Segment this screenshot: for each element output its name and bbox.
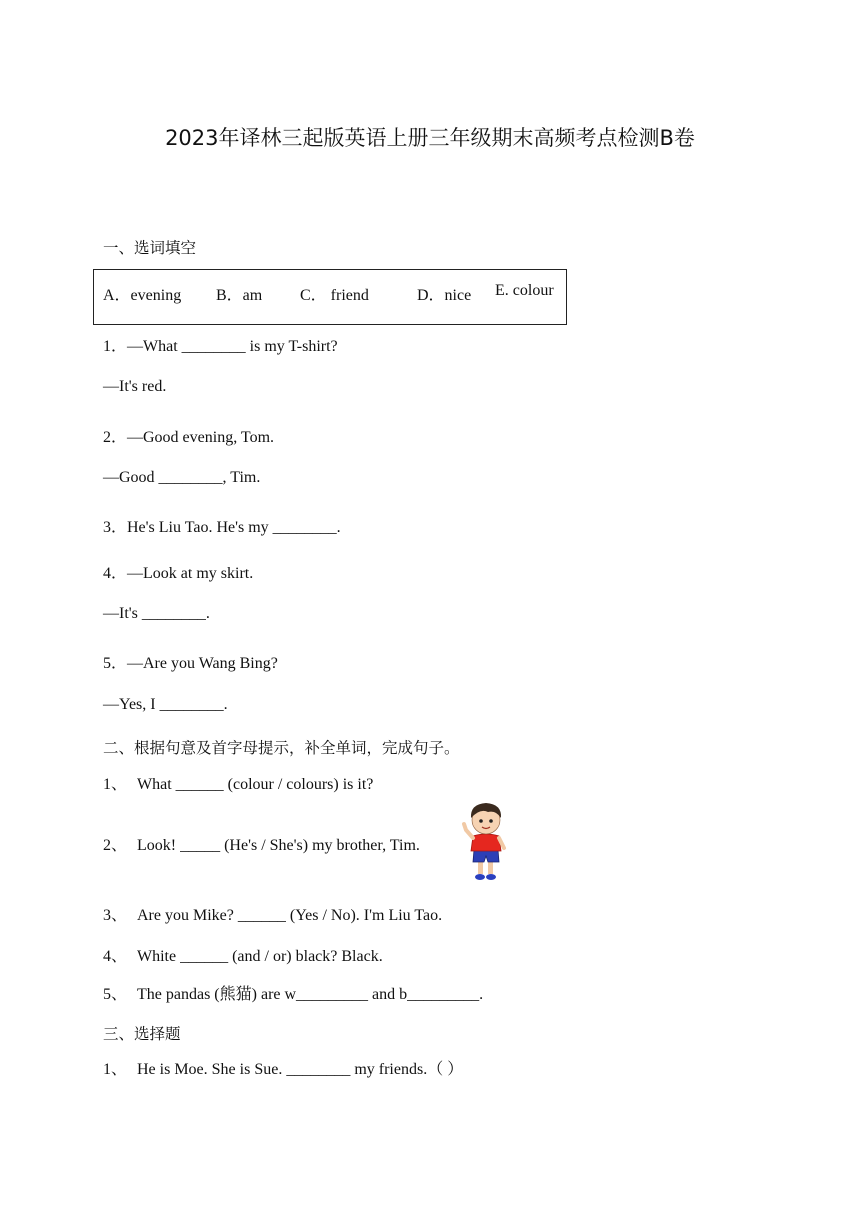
answer-line: —Good ________, Tim.: [103, 469, 261, 486]
item-text: Are you Mike? ______ (Yes / No). I'm Liu Tao.: [137, 907, 443, 924]
item-text: Look! _____ (He's / She's) my brother, Tim.: [137, 837, 420, 854]
word-option-c: C． friend: [300, 287, 369, 304]
item-text: He is Moe. She is Sue. ________ my friends.（ ）: [137, 1061, 464, 1078]
answer-line: —It's ________.: [103, 605, 210, 622]
list-item: [103, 1056, 463, 1079]
section-2-heading: 二、根据句意及首字母提示，补全单词，完成句子。: [103, 739, 460, 757]
section-3-heading: 三、选择题: [103, 1025, 181, 1043]
question-line: 3．He's Liu Tao. He's my ________.: [103, 519, 341, 536]
item-text: White ______ (and / or) black? Black.: [137, 948, 383, 965]
item-number: 3、: [103, 907, 128, 924]
answer-line: —Yes, I ________.: [103, 696, 228, 713]
question-line: 4．—Look at my skirt.: [103, 565, 254, 582]
item-text: What ______ (colour / colours) is it?: [137, 776, 374, 793]
page-title: 2023年译林三起版英语上册三年级期末高频考点检测B卷: [165, 126, 695, 150]
list-item: [103, 943, 383, 966]
item-number: 1、: [103, 1061, 128, 1078]
item-number: 4、: [103, 948, 128, 965]
item-number: 2、: [103, 837, 128, 854]
word-option-b: B．am: [216, 287, 263, 304]
question-line: 2．—Good evening, Tom.: [103, 429, 275, 446]
list-item: [103, 771, 373, 794]
section-1-heading: 一、选词填空: [103, 239, 197, 257]
word-option-e: E. colour: [495, 282, 554, 299]
answer-line: —It's red.: [103, 378, 167, 395]
word-option-d: D．nice: [417, 287, 472, 304]
list-item: [103, 981, 483, 1004]
item-number: 5、: [103, 986, 128, 1003]
word-option-a: A．evening: [103, 287, 182, 304]
item-number: 1、: [103, 776, 128, 793]
list-item: [103, 832, 420, 855]
question-line: 5．—Are you Wang Bing?: [103, 655, 278, 672]
item-text: The pandas (熊猫) are w_________ and b_________.: [137, 986, 484, 1003]
list-item: [103, 902, 442, 925]
boy-illustration: [458, 800, 514, 884]
question-line: 1．—What ________ is my T-shirt?: [103, 338, 338, 355]
